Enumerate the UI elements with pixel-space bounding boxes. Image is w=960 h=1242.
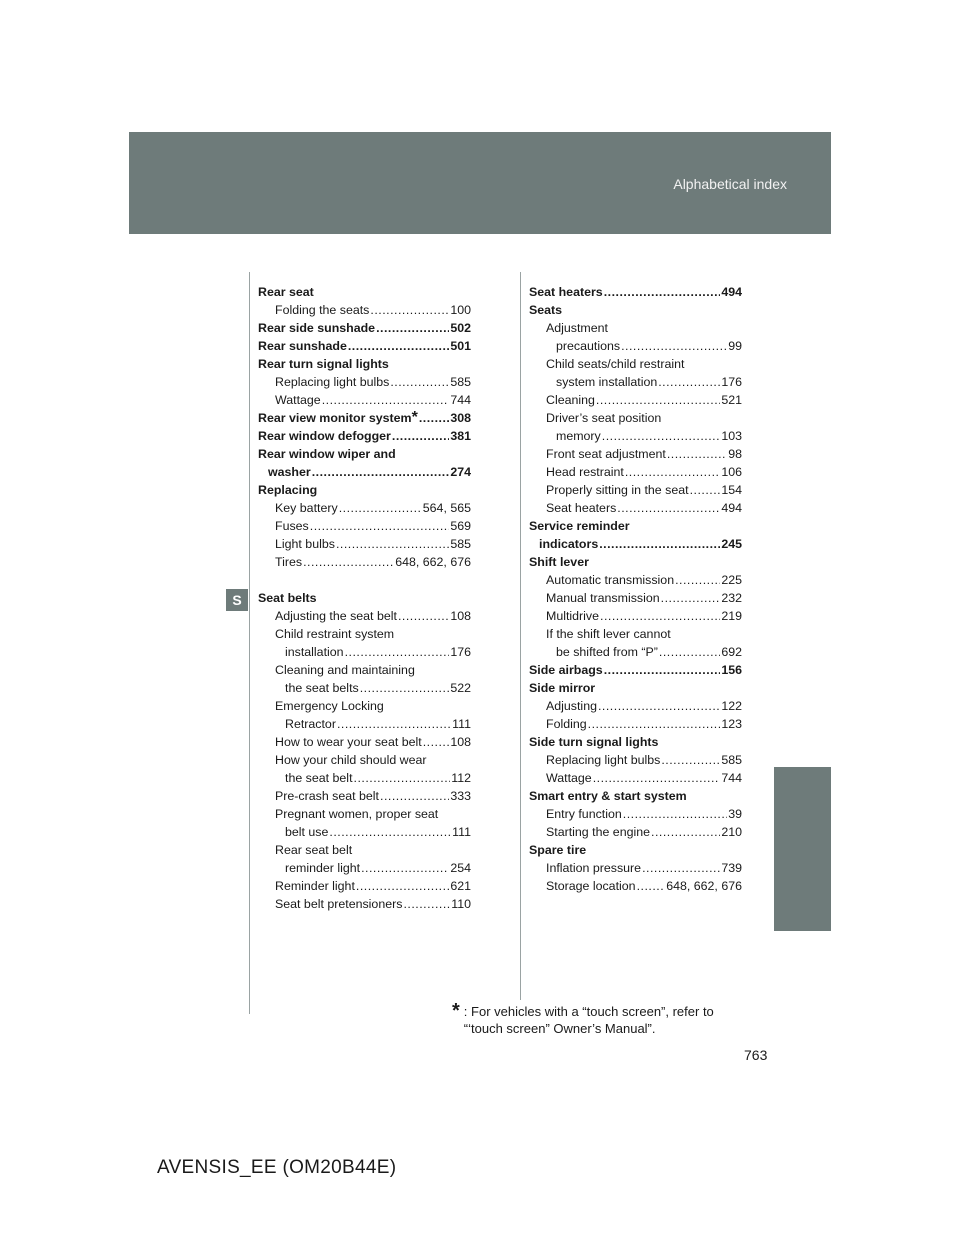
page-reference[interactable]: 219 — [721, 609, 742, 623]
index-entry — [258, 895, 471, 913]
index-entry — [258, 769, 471, 787]
dot-leader — [322, 391, 450, 409]
page-reference[interactable]: 501 — [450, 339, 471, 353]
dot-leader — [370, 301, 449, 319]
index-term: Storage location — [546, 879, 636, 893]
index-entry — [258, 733, 471, 751]
index-term: Cleaning and maintaining — [275, 663, 415, 677]
index-term: memory — [556, 429, 601, 443]
index-entry — [529, 823, 742, 841]
index-term: Key battery — [275, 501, 338, 515]
index-term: Driver’s seat position — [546, 411, 662, 425]
dot-leader — [659, 643, 720, 661]
index-term: Retractor — [285, 717, 336, 731]
index-entry — [258, 499, 471, 517]
footnote-marker: * — [452, 1000, 460, 1022]
index-term: Pre-crash seat belt — [275, 789, 379, 803]
index-term: Adjustment — [546, 321, 608, 335]
page-reference[interactable]: 110 — [451, 897, 471, 911]
index-term: precautions — [556, 339, 621, 353]
index-term: the seat belt — [285, 771, 353, 785]
page-reference[interactable]: 122 — [721, 699, 742, 713]
page-reference[interactable]: 106 — [721, 465, 742, 479]
index-entry — [258, 391, 471, 409]
index-entry — [258, 301, 471, 319]
index-entry — [258, 643, 471, 661]
page-reference[interactable]: 522 — [450, 681, 471, 695]
document-code: AVENSIS_EE (OM20B44E) — [157, 1157, 397, 1178]
header-band — [129, 132, 831, 234]
index-term: Wattage — [546, 771, 592, 785]
index-entry — [258, 589, 471, 607]
index-term: Tires — [275, 555, 303, 569]
index-entry — [258, 481, 471, 499]
page-reference[interactable]: 744 — [450, 393, 471, 407]
index-entry — [258, 607, 471, 625]
dot-leader — [617, 499, 720, 517]
dot-leader — [667, 445, 727, 463]
index-term: Rear seat belt — [275, 843, 353, 857]
index-entry — [529, 373, 742, 391]
section-letter-tab: S — [226, 589, 248, 611]
index-term: Side mirror — [529, 681, 596, 695]
index-term: Spare tire — [529, 843, 587, 857]
index-entry — [258, 877, 471, 895]
index-term: system installation — [556, 375, 658, 389]
index-entry — [258, 625, 471, 643]
page-reference[interactable]: 521 — [721, 393, 742, 407]
index-term: How to wear your seat belt — [275, 735, 422, 749]
page-reference[interactable]: 648, 662, 676 — [395, 555, 471, 569]
index-entry — [529, 715, 742, 733]
index-entry — [529, 535, 742, 553]
index-entry — [529, 787, 742, 805]
left-rule — [249, 272, 250, 1014]
index-term: Replacing light bulbs — [275, 375, 390, 389]
index-term: be shifted from “P” — [556, 645, 658, 659]
index-term: Inflation pressure — [546, 861, 642, 875]
index-term: Shift lever — [529, 555, 589, 569]
page-reference[interactable]: 564, 565 — [422, 501, 471, 515]
page-number: 763 — [744, 1047, 768, 1063]
index-term: Service reminder — [529, 519, 630, 533]
index-entry — [529, 319, 742, 337]
dot-leader — [403, 895, 450, 913]
page-reference[interactable]: 274 — [450, 465, 471, 479]
index-term: Emergency Locking — [275, 699, 384, 713]
page-reference[interactable]: 100 — [450, 303, 471, 317]
index-entry — [529, 769, 742, 787]
index-term: Child seats/child restraint — [546, 357, 685, 371]
index-entry — [258, 679, 471, 697]
page-reference[interactable]: 232 — [721, 591, 742, 605]
index-entry — [258, 373, 471, 391]
index-entry — [529, 391, 742, 409]
dot-leader — [690, 481, 721, 499]
index-term: Rear seat — [258, 285, 314, 299]
dot-leader — [637, 877, 666, 895]
index-term: Properly sitting in the seat — [546, 483, 689, 497]
dot-leader — [600, 607, 720, 625]
page-reference[interactable]: 98 — [728, 447, 742, 461]
index-entry — [258, 751, 471, 769]
dot-leader — [345, 643, 450, 661]
index-entry — [529, 463, 742, 481]
dot-leader — [339, 499, 422, 517]
index-entry — [529, 481, 742, 499]
page-reference[interactable]: 112 — [451, 771, 471, 785]
index-term: Folding the seats — [275, 303, 370, 317]
page-reference[interactable]: 111 — [452, 717, 471, 731]
index-term: If the shift lever cannot — [546, 627, 671, 641]
index-entry — [529, 643, 742, 661]
dot-leader — [623, 805, 727, 823]
dot-leader — [604, 661, 721, 679]
index-term: Pregnant women, proper seat — [275, 807, 439, 821]
page-reference[interactable]: 494 — [721, 501, 742, 515]
index-term: Rear side sunshade — [258, 321, 376, 335]
index-term: Seat heaters — [529, 285, 603, 299]
index-entry — [258, 859, 471, 877]
page-reference[interactable]: 739 — [721, 861, 742, 875]
index-entry — [529, 733, 742, 751]
dot-leader — [336, 535, 449, 553]
index-term: Rear view monitor system — [258, 411, 412, 425]
dot-leader — [354, 769, 451, 787]
index-entry — [529, 859, 742, 877]
dot-leader — [423, 733, 450, 751]
page-reference[interactable]: 308 — [450, 411, 471, 425]
index-entry — [258, 283, 471, 301]
index-entry — [258, 715, 471, 733]
page-reference[interactable]: 108 — [450, 735, 471, 749]
page-reference[interactable]: 585 — [721, 753, 742, 767]
dot-leader — [360, 679, 450, 697]
index-entry — [258, 319, 471, 337]
index-term: Head restraint — [546, 465, 624, 479]
index-entry — [258, 337, 471, 355]
page-reference[interactable]: 154 — [721, 483, 742, 497]
dot-leader — [310, 517, 450, 535]
index-term: installation — [285, 645, 344, 659]
index-term: Light bulbs — [275, 537, 335, 551]
index-entry — [529, 283, 742, 301]
index-term: belt use — [285, 825, 329, 839]
page-reference[interactable]: 225 — [721, 573, 742, 587]
page-reference[interactable]: 176 — [450, 645, 471, 659]
index-term: Fuses — [275, 519, 309, 533]
footnote-text: : For vehicles with a “touch screen”, refer to “‘touch screen” Owner’s Manual”. — [463, 1004, 714, 1036]
section-title: Alphabetical index — [673, 176, 787, 192]
index-entry — [529, 445, 742, 463]
dot-leader — [329, 823, 451, 841]
index-entry — [529, 751, 742, 769]
index-term: Replacing — [258, 483, 318, 497]
index-entry — [529, 589, 742, 607]
page-reference[interactable]: 245 — [721, 537, 742, 551]
dot-leader — [661, 589, 721, 607]
page-reference[interactable]: 648, 662, 676 — [666, 879, 742, 893]
thumb-index-tab — [774, 767, 831, 931]
index-term: Multidrive — [546, 609, 600, 623]
index-term: Seat heaters — [546, 501, 617, 515]
dot-leader — [392, 427, 449, 445]
page-reference[interactable]: 254 — [450, 861, 471, 875]
index-term: Seat belts — [258, 591, 317, 605]
dot-leader — [596, 391, 720, 409]
page-reference[interactable]: 502 — [450, 321, 471, 335]
page-reference[interactable]: 210 — [721, 825, 742, 839]
index-term: How your child should wear — [275, 753, 427, 767]
dot-leader — [419, 409, 450, 427]
index-entry — [529, 517, 742, 535]
index-entry — [529, 355, 742, 373]
index-term: Automatic transmission — [546, 573, 675, 587]
page-reference[interactable]: 333 — [450, 789, 471, 803]
dot-leader — [661, 751, 720, 769]
page-reference[interactable]: 156 — [721, 663, 742, 677]
index-entry — [529, 571, 742, 589]
index-term: Wattage — [275, 393, 321, 407]
dot-leader — [651, 823, 720, 841]
index-spacer — [258, 571, 471, 589]
index-entry: Rear view monitor system * ..... 308 — [258, 409, 471, 427]
index-entry — [529, 301, 742, 319]
index-entry — [529, 877, 742, 895]
index-term: Rear window wiper and — [258, 447, 396, 461]
index-entry — [529, 697, 742, 715]
index-entry — [529, 679, 742, 697]
index-entry — [258, 823, 471, 841]
index-term: Adjusting the seat belt — [275, 609, 397, 623]
index-term: Folding — [546, 717, 587, 731]
index-term: Reminder light — [275, 879, 355, 893]
index-term: washer — [268, 465, 311, 479]
index-term: Side turn signal lights — [529, 735, 659, 749]
page-reference[interactable]: 39 — [728, 807, 742, 821]
dot-leader — [593, 769, 721, 787]
dot-leader — [604, 283, 721, 301]
page-reference[interactable]: 494 — [721, 285, 742, 299]
index-entry — [529, 661, 742, 679]
center-rule — [520, 272, 521, 1000]
index-term: Rear sunshade — [258, 339, 347, 353]
index-term: Entry function — [546, 807, 622, 821]
dot-leader — [312, 463, 450, 481]
page-reference[interactable]: 111 — [452, 825, 471, 839]
index-entry — [258, 427, 471, 445]
dot-leader — [337, 715, 451, 733]
dot-leader — [348, 337, 449, 355]
page-reference[interactable]: 744 — [721, 771, 742, 785]
index-term: Manual transmission — [546, 591, 660, 605]
page-reference[interactable]: 103 — [721, 429, 742, 443]
dot-leader — [598, 697, 720, 715]
index-entry — [258, 553, 471, 571]
index-term: Adjusting — [546, 699, 597, 713]
index-entry — [529, 553, 742, 571]
dot-leader — [588, 715, 721, 733]
index-entry — [529, 805, 742, 823]
index-entry — [258, 463, 471, 481]
page-reference[interactable]: 176 — [721, 375, 742, 389]
index-column-right — [529, 283, 742, 895]
page-reference[interactable]: 108 — [450, 609, 471, 623]
index-term: Replacing light bulbs — [546, 753, 661, 767]
index-term: Rear window defogger — [258, 429, 391, 443]
index-entry — [529, 337, 742, 355]
index-entry — [258, 841, 471, 859]
index-entry — [258, 517, 471, 535]
index-entry — [258, 535, 471, 553]
footnote — [452, 1000, 762, 1037]
index-term: Seat belt pretensioners — [275, 897, 403, 911]
index-entry — [529, 607, 742, 625]
index-term: Front seat adjustment — [546, 447, 666, 461]
index-term: the seat belts — [285, 681, 359, 695]
dot-leader — [599, 535, 720, 553]
index-entry — [529, 499, 742, 517]
page-reference[interactable]: 99 — [728, 339, 742, 353]
index-term: Side airbags — [529, 663, 603, 677]
page-reference[interactable]: 585 — [450, 375, 471, 389]
dot-leader — [390, 373, 449, 391]
page-reference[interactable]: 621 — [450, 879, 471, 893]
index-entry — [258, 445, 471, 463]
index-entry — [529, 409, 742, 427]
index-entry — [529, 427, 742, 445]
dot-leader — [602, 427, 721, 445]
page-reference[interactable]: 123 — [721, 717, 742, 731]
dot-leader — [398, 607, 449, 625]
dot-leader — [621, 337, 727, 355]
dot-leader — [356, 877, 449, 895]
dot-leader — [658, 373, 720, 391]
index-column-left — [258, 283, 471, 913]
index-entry — [529, 841, 742, 859]
index-entry — [258, 805, 471, 823]
dot-leader — [380, 787, 449, 805]
dot-leader — [361, 859, 449, 877]
dot-leader — [303, 553, 394, 571]
index-entry — [529, 625, 742, 643]
index-term: Starting the engine — [546, 825, 651, 839]
index-entry — [258, 661, 471, 679]
index-term: Seats — [529, 303, 563, 317]
page-reference[interactable]: 381 — [450, 429, 471, 443]
index-term: Child restraint system — [275, 627, 395, 641]
dot-leader — [376, 319, 449, 337]
page-reference[interactable]: 585 — [450, 537, 471, 551]
page-reference[interactable]: 692 — [721, 645, 742, 659]
index-term: indicators — [539, 537, 599, 551]
index-term: Cleaning — [546, 393, 595, 407]
dot-leader — [642, 859, 720, 877]
index-entry — [258, 697, 471, 715]
dot-leader — [675, 571, 720, 589]
index-entry — [258, 355, 471, 373]
index-term: Rear turn signal lights — [258, 357, 389, 371]
dot-leader — [625, 463, 720, 481]
index-entry — [258, 787, 471, 805]
index-term: Smart entry & start system — [529, 789, 687, 803]
page-reference[interactable]: 569 — [450, 519, 471, 533]
index-term: reminder light — [285, 861, 361, 875]
